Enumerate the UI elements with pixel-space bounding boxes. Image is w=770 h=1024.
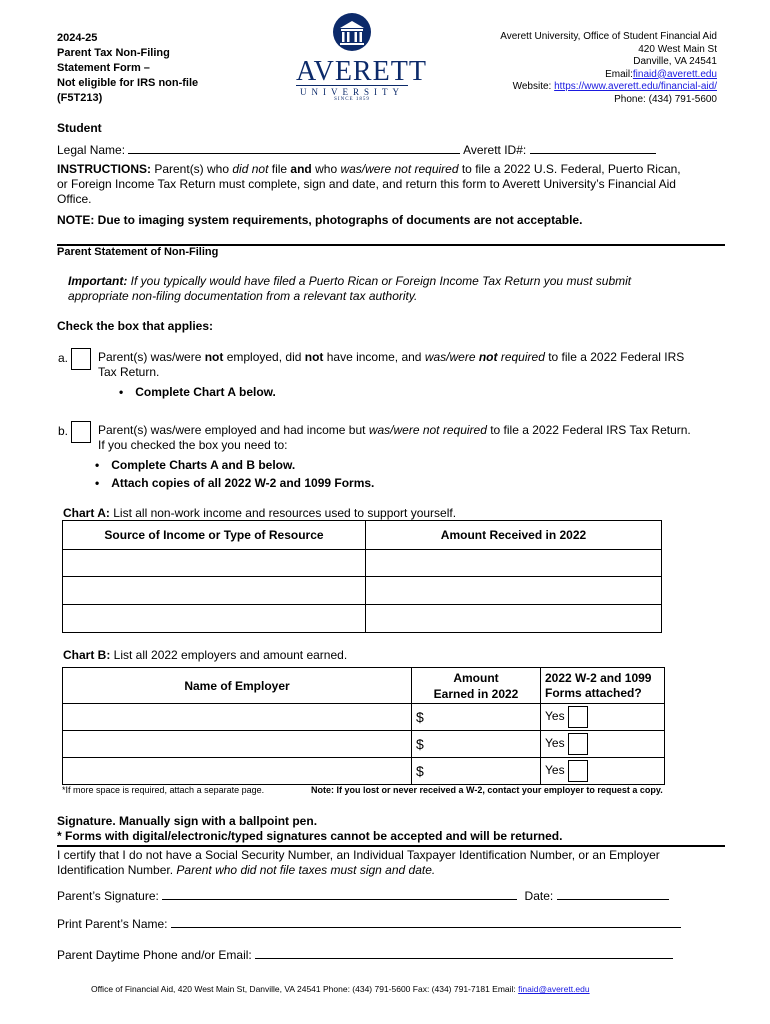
parent-signature-row: Parent’s Signature: Date:: [57, 888, 669, 904]
signature-divider: [57, 845, 725, 847]
date-field[interactable]: [557, 888, 669, 900]
important-note: Important: If you typically would have filed a Puerto Rican or Foreign Income Tax Return you must submit appropriate non-filing documentation from a relevant tax authority.: [68, 274, 632, 303]
forms-attached-checkbox[interactable]: [568, 706, 588, 728]
forms-attached-checkbox[interactable]: [568, 760, 588, 782]
chart-b-employer-cell[interactable]: [63, 731, 412, 758]
option-b-bullet-1: • Complete Charts A and B below.: [95, 458, 296, 472]
chart-b-amount-cell[interactable]: $: [412, 758, 541, 785]
table-row: [63, 758, 665, 785]
logo-wordmark: AVERETT: [296, 56, 427, 87]
chart-b-forms-cell: Yes: [541, 704, 665, 731]
chart-b-footnote: *If more space is required, attach a separate page.: [62, 785, 265, 795]
print-name-field[interactable]: [171, 916, 681, 928]
signature-heading: Signature. Manually sign with a ballpoint pen.: [57, 814, 318, 828]
chart-b-amount-cell[interactable]: $: [412, 731, 541, 758]
office-street: 420 West Main St: [638, 43, 717, 55]
averett-logo: [296, 12, 427, 102]
check-box-instruction: Check the box that applies:: [57, 319, 214, 333]
table-row: [63, 605, 662, 633]
table-row: [63, 577, 662, 605]
section-title: Parent Statement of Non-Filing: [57, 246, 219, 258]
forms-attached-checkbox[interactable]: [568, 733, 588, 755]
print-name-row: Print Parent’s Name:: [57, 916, 681, 932]
chart-b-header-forms: 2022 W-2 and 1099 Forms attached?: [541, 668, 665, 704]
chart-a-header-source: Source of Income or Type of Resource: [63, 521, 366, 550]
website-link[interactable]: https://www.averett.edu/financial-aid/: [554, 81, 717, 92]
logo-since: SINCE 1859: [334, 97, 370, 102]
chart-a-header-amount: Amount Received in 2022: [366, 521, 662, 550]
chart-a-amount-cell[interactable]: [366, 605, 662, 633]
option-b-checkbox[interactable]: [71, 421, 91, 443]
chart-b-employer-cell[interactable]: [63, 758, 412, 785]
chart-b-note: Note: If you lost or never received a W-2, contact your employer to request a copy.: [311, 785, 663, 795]
chart-a-caption: Chart A: List all non-work income and resources used to support yourself.: [63, 506, 457, 520]
chart-a-source-cell[interactable]: [63, 577, 366, 605]
chart-b-forms-cell: Yes: [541, 731, 665, 758]
contact-block: [500, 31, 717, 106]
form-code: (F5T213): [57, 92, 103, 104]
footer-email-link[interactable]: finaid@averett.edu: [518, 984, 590, 994]
phone-email-field[interactable]: [255, 947, 673, 959]
option-b-text: Parent(s) was/were employed and had income but was/were not required to file a 2022 Federal IRS Tax Return. If you checked the box you need to:: [98, 423, 691, 452]
instructions: INSTRUCTIONS: Parent(s) who did not file and who was/were not required to file a 2022 U.S. Federal, Puerto Rican, or Foreign Income Tax Return must complete, sign and date, and return this form to Averett University’s Financial Aid Office.: [57, 162, 681, 206]
option-a-letter: a.: [58, 351, 69, 365]
legal-name-label: Legal Name:: [57, 143, 126, 157]
averett-id-label: Averett ID#:: [463, 143, 527, 157]
phone-email-row: Parent Daytime Phone and/or Email:: [57, 947, 673, 963]
form-title-line1: Parent Tax Non-Filing: [57, 47, 170, 59]
office-website-line: Website: https://www.averett.edu/financial-aid/: [512, 81, 717, 92]
form-title-line3: Not eligible for IRS non-file: [57, 77, 199, 89]
chart-a-source-cell[interactable]: [63, 550, 366, 577]
office-phone: Phone: (434) 791-5600: [614, 93, 717, 105]
email-link[interactable]: finaid@averett.edu: [632, 68, 717, 80]
chart-b-employer-cell[interactable]: [63, 704, 412, 731]
chart-a-table: [62, 520, 662, 633]
chart-a-source-cell[interactable]: [63, 605, 366, 633]
footer: Office of Financial Aid, 420 West Main St, Danville, VA 24541 Phone: (434) 791-5600 Fax: (434) 791-7181 Email: finaid@averett.edu: [91, 984, 590, 994]
chart-b-header-amount: Amount Earned in 2022: [412, 668, 541, 704]
signature-warning: * Forms with digital/electronic/typed signatures cannot be accepted and will be returned.: [57, 829, 563, 843]
office-city: Danville, VA 24541: [633, 56, 717, 67]
form-title-line2: Statement Form –: [57, 62, 150, 74]
form-title-block: [57, 31, 198, 106]
option-b-letter: b.: [58, 424, 69, 438]
parent-signature-field[interactable]: [162, 888, 517, 900]
option-a-checkbox[interactable]: [71, 348, 91, 370]
university-seal-icon: [330, 12, 374, 52]
chart-b-forms-cell: Yes: [541, 758, 665, 785]
chart-b-header-employer: Name of Employer: [63, 668, 412, 704]
certification-text: I certify that I do not have a Social Security Number, an Individual Taxpayer Identification Number, or an Employer Identification Number. Parent who did not file taxes must sign and date.: [57, 848, 660, 877]
option-a-text: Parent(s) was/were not employed, did not have income, and was/were not required to file a 2022 Federal IRS Tax Return.: [98, 350, 685, 379]
student-heading: Student: [57, 121, 102, 135]
chart-a-amount-cell[interactable]: [366, 577, 662, 605]
logo-subtitle: UNIVERSITY: [296, 85, 408, 97]
chart-b-table: [62, 667, 665, 785]
office-email-line: Email:finaid@averett.edu: [605, 68, 717, 80]
chart-b-amount-cell[interactable]: $: [412, 704, 541, 731]
option-a-bullet: • Complete Chart A below.: [119, 385, 276, 399]
student-name-row: [57, 142, 727, 158]
table-row: [63, 704, 665, 731]
chart-b-caption: Chart B: List all 2022 employers and amount earned.: [63, 648, 348, 662]
option-b-bullet-2: • Attach copies of all 2022 W-2 and 1099 Forms.: [95, 476, 375, 490]
table-row: [63, 550, 662, 577]
form-year: 2024-25: [57, 32, 98, 44]
imaging-note: NOTE: Due to imaging system requirements, photographs of documents are not acceptable.: [57, 213, 583, 227]
office-name: Averett University, Office of Student Financial Aid: [500, 31, 717, 42]
averett-id-field[interactable]: [530, 142, 656, 154]
legal-name-field[interactable]: [128, 142, 460, 154]
chart-a-amount-cell[interactable]: [366, 550, 662, 577]
table-row: [63, 731, 665, 758]
